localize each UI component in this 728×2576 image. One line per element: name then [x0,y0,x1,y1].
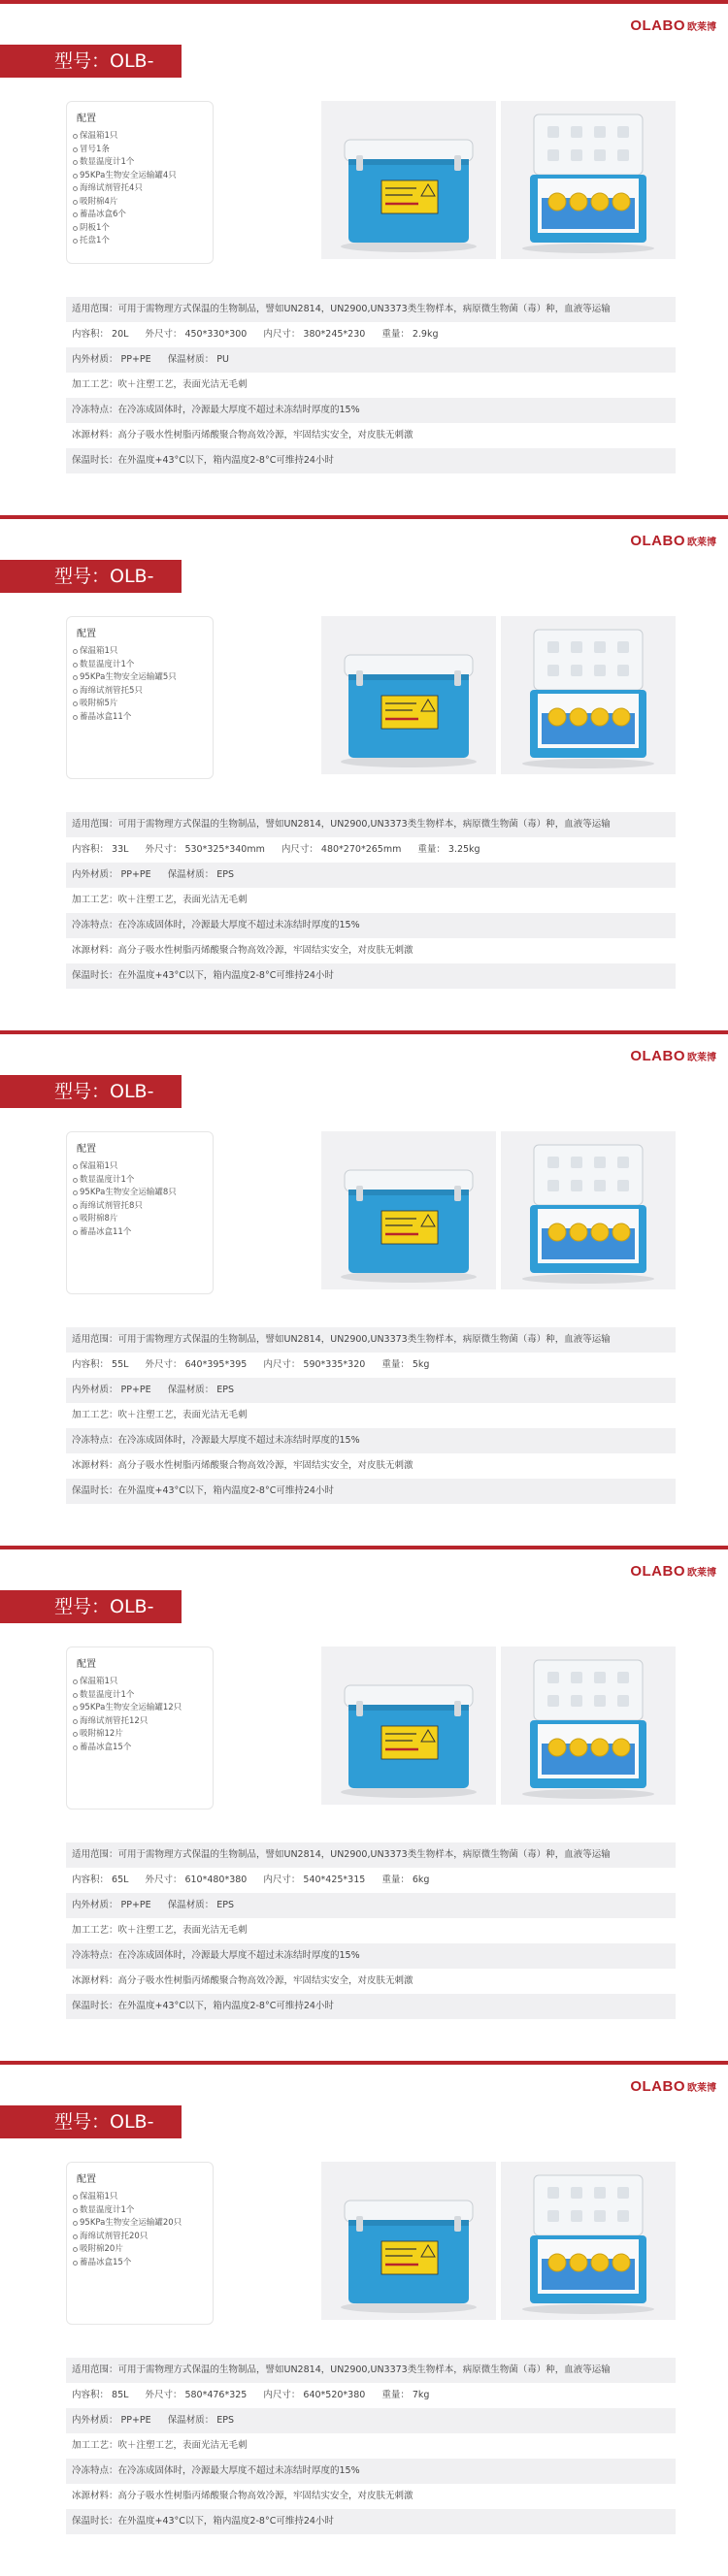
spec-ice: 冰源材料：高分子吸水性树脂丙烯酸聚合物高效冷源，牢固结实安全，对皮肤无刺激 [72,1975,414,1986]
logo-text: OLABO [630,1563,685,1580]
spec-process: 加工工艺：吹＋注塑工艺，表面光洁无毛刺 [72,2440,248,2451]
config-panel [66,2162,214,2325]
spec-time: 保温时长：在外温度+43°C以下，箱内温度2-8°C可维持24小时 [72,455,334,466]
config-item [73,2257,207,2270]
spec-outer: 外尺寸： 450*330*300 [145,329,248,340]
spec-scope: 适用范围：可用于需物理方式保温的生物制品，譬如UN2814，UN2900,UN3373类生物样本，病原微生物菌（毒）种，血液等运输 [72,304,611,314]
config-item [73,1742,207,1755]
config-panel [66,1131,214,1294]
product-photo-open [501,101,676,259]
config-item-label: 阴板1个 [80,222,110,233]
config-item [73,1702,207,1715]
spec-ice: 冰源材料：高分子吸水性树脂丙烯酸聚合物高效冷源，牢固结实安全，对皮肤无刺激 [72,945,414,956]
spec-row-ice [66,938,676,963]
spec-cold: 冷冻特点：在冷冻成固体时，冷源最大厚度不超过未冻结时厚度的15% [72,1435,360,1446]
spec-row-cold [66,913,676,938]
spec-row-scope [66,812,676,837]
spec-row-process [66,2433,676,2459]
config-list [73,645,207,724]
spec-row-dimensions [66,837,676,863]
config-item-label: 蓄晶冰盒15个 [80,1742,132,1752]
product-photo-open [501,616,676,774]
config-item-label: 吸附棉20片 [80,2244,123,2254]
config-list [73,130,207,248]
bullet-icon [73,1190,78,1195]
spec-table [66,297,676,473]
spec-row-time [66,1994,676,2019]
brand-logo [630,2078,716,2095]
config-item [73,1160,207,1174]
product-section [0,1030,728,1546]
cooler-closed-illustration [321,101,496,259]
product-photo-open [501,1131,676,1289]
config-item-label: 95KPa生物安全运输罐20只 [80,2218,182,2228]
config-item-label: 蓄晶冰盒11个 [80,1226,132,1237]
spec-volume: 内容积： 85L [72,2390,129,2400]
config-item [73,130,207,144]
section-divider [0,2061,728,2065]
bullet-icon [73,701,78,706]
spec-weight: 重量： 5kg [381,1359,430,1370]
spec-ice: 冰源材料：高分子吸水性树脂丙烯酸聚合物高效冷源，牢固结实安全，对皮肤无刺激 [72,1460,414,1471]
bullet-icon [73,160,78,165]
spec-weight: 重量： 2.9kg [381,329,439,340]
config-item-label: 95KPa生物安全运输罐8只 [80,1188,177,1197]
bullet-icon [73,2234,78,2239]
section-divider [0,515,728,519]
config-item [73,144,207,157]
bullet-icon [73,200,78,205]
config-item [73,1174,207,1188]
bullet-icon [73,1706,78,1711]
section-divider [0,1546,728,1549]
spec-process: 加工工艺：吹＋注塑工艺，表面光洁无毛刺 [72,1925,248,1936]
brand-logo [630,17,716,34]
bullet-icon [73,689,78,694]
config-item [73,671,207,685]
spec-ice: 冰源材料：高分子吸水性树脂丙烯酸聚合物高效冷源，牢固结实安全，对皮肤无刺激 [72,430,414,440]
config-item-label: 蓄晶冰盒6个 [80,210,126,219]
spec-inner: 内尺寸： 380*245*230 [263,329,366,340]
logo-cn: 欧莱博 [687,1568,716,1579]
spec-row-material [66,1378,676,1403]
logo-cn: 欧莱博 [687,2083,716,2094]
config-list [73,2191,207,2269]
config-item-label: 保温箱1只 [80,1161,118,1171]
config-item-label: 保温箱1只 [80,131,118,141]
spec-row-time [66,2509,676,2534]
bullet-icon [73,186,78,191]
model-title: 型号：OLB-L33 [0,560,182,593]
cooler-open-illustration [501,2162,676,2320]
model-title: 型号：OLB-L85 [0,2105,182,2138]
config-item [73,156,207,170]
spec-row-process [66,888,676,913]
bullet-icon [73,226,78,231]
spec-row-dimensions [66,1868,676,1893]
spec-cold: 冷冻特点：在冷冻成固体时，冷源最大厚度不超过未冻结时厚度的15% [72,920,360,930]
spec-row-material [66,347,676,373]
bullet-icon [73,663,78,668]
logo-cn: 欧莱博 [687,22,716,33]
spec-row-time [66,963,676,989]
bullet-icon [73,134,78,139]
spec-cold: 冷冻特点：在冷冻成固体时，冷源最大厚度不超过未冻结时厚度的15% [72,405,360,415]
config-list [73,1676,207,1754]
config-item-label: 蓄晶冰盒11个 [80,711,132,722]
bullet-icon [73,239,78,244]
spec-time: 保温时长：在外温度+43°C以下，箱内温度2-8°C可维持24小时 [72,1485,334,1496]
spec-outer: 外尺寸： 610*480*380 [145,1875,248,1885]
bullet-icon [73,174,78,179]
spec-material: 内外材质： PP+PE [72,2415,151,2426]
spec-inner: 内尺寸： 480*270*265mm [281,844,402,855]
spec-volume: 内容积： 33L [72,844,129,855]
bullet-icon [73,675,78,680]
config-item-label: 海绵试剂管托20只 [80,2231,149,2241]
spec-inner: 内尺寸： 640*520*380 [263,2390,366,2400]
config-item [73,1226,207,1240]
spec-process: 加工工艺：吹＋注塑工艺，表面光洁无毛刺 [72,379,248,390]
logo-cn: 欧莱博 [687,538,716,548]
config-item [73,1728,207,1742]
bullet-icon [73,649,78,654]
spec-row-material [66,863,676,888]
config-title: 配置 [77,1659,96,1670]
config-item [73,182,207,196]
cooler-open-illustration [501,616,676,774]
cooler-open-illustration [501,101,676,259]
config-item-label: 吸附棉4片 [80,196,118,207]
config-item [73,2243,207,2257]
config-item [73,685,207,699]
config-item-label: 蓄晶冰盒15个 [80,2257,132,2267]
spec-row-time [66,448,676,473]
cooler-open-illustration [501,1131,676,1289]
spec-volume: 内容积： 20L [72,329,129,340]
config-item [73,1213,207,1226]
spec-row-scope [66,2358,676,2383]
config-item-label: 95KPa生物安全运输罐4只 [80,170,177,180]
spec-inner: 内尺寸： 590*335*320 [263,1359,366,1370]
config-item [73,1676,207,1689]
config-title: 配置 [77,114,96,124]
config-item-label: 保温箱1只 [80,646,118,656]
spec-cold: 冷冻特点：在冷冻成固体时，冷源最大厚度不超过未冻结时厚度的15% [72,1950,360,1961]
spec-row-material [66,1893,676,1918]
bullet-icon [73,1178,78,1183]
spec-time: 保温时长：在外温度+43°C以下，箱内温度2-8°C可维持24小时 [72,2001,334,2011]
config-item [73,222,207,236]
config-item-label: 冒号1条 [80,144,110,154]
config-panel [66,616,214,779]
spec-scope: 适用范围：可用于需物理方式保温的生物制品，譬如UN2814，UN2900,UN3373类生物样本，病原微生物菌（毒）种，血液等运输 [72,1849,611,1860]
model-title: 型号：OLB-L20 [0,45,182,78]
config-item [73,235,207,248]
spec-ice: 冰源材料：高分子吸水性树脂丙烯酸聚合物高效冷源，牢固结实安全，对皮肤无刺激 [72,2491,414,2501]
config-item [73,645,207,659]
cooler-closed-illustration [321,1131,496,1289]
logo-text: OLABO [630,17,685,34]
logo-text: OLABO [630,533,685,549]
config-item [73,2217,207,2231]
spec-outer: 外尺寸： 530*325*340mm [145,844,265,855]
config-item [73,1200,207,1214]
config-panel [66,101,214,264]
spec-weight: 重量： 7kg [381,2390,430,2400]
spec-time: 保温时长：在外温度+43°C以下，箱内温度2-8°C可维持24小时 [72,2516,334,2527]
product-photo-closed [321,2162,496,2320]
spec-row-process [66,373,676,398]
config-item [73,1187,207,1200]
config-item [73,2191,207,2204]
spec-row-material [66,2408,676,2433]
config-item-label: 海绵试剂管托12只 [80,1715,149,1726]
config-item [73,698,207,711]
brand-logo [630,1563,716,1580]
config-item-label: 海绵试剂管托8只 [80,1200,143,1211]
config-item-label: 海绵试剂管托4只 [80,183,143,193]
bullet-icon [73,2195,78,2200]
spec-time: 保温时长：在外温度+43°C以下，箱内温度2-8°C可维持24小时 [72,970,334,981]
config-item-label: 95KPa生物安全运输罐12只 [80,1703,182,1712]
spec-table [66,2358,676,2534]
spec-cold: 冷冻特点：在冷冻成固体时，冷源最大厚度不超过未冻结时厚度的15% [72,2465,360,2476]
config-item [73,209,207,222]
spec-table [66,812,676,989]
config-item-label: 吸附棉8片 [80,1214,118,1223]
config-item-label: 吸附棉5片 [80,699,118,708]
config-title: 配置 [77,1144,96,1155]
spec-material: 内外材质： PP+PE [72,869,151,880]
section-divider [0,0,728,4]
config-item-label: 海绵试剂管托5只 [80,685,143,696]
product-photo-open [501,2162,676,2320]
spec-insulation: 保温材质： EPS [167,1385,234,1395]
brand-logo [630,533,716,549]
config-item-label: 数显温度计1个 [80,1689,135,1700]
config-item-label: 保温箱1只 [80,2192,118,2201]
config-title: 配置 [77,629,96,639]
spec-row-scope [66,297,676,322]
bullet-icon [73,212,78,217]
spec-scope: 适用范围：可用于需物理方式保温的生物制品，譬如UN2814，UN2900,UN3373类生物样本，病原微生物菌（毒）种，血液等运输 [72,2364,611,2375]
product-photo-closed [321,1647,496,1805]
cooler-closed-illustration [321,2162,496,2320]
spec-process: 加工工艺：吹＋注塑工艺，表面光洁无毛刺 [72,895,248,905]
spec-row-dimensions [66,322,676,347]
config-item-label: 保温箱1只 [80,1677,118,1686]
config-item [73,2204,207,2218]
config-item-label: 托盘1个 [80,236,110,245]
config-item [73,2231,207,2244]
cooler-closed-illustration [321,1647,496,1805]
spec-process: 加工工艺：吹＋注塑工艺，表面光洁无毛刺 [72,1410,248,1420]
product-section [0,1546,728,2061]
spec-row-scope [66,1842,676,1868]
bullet-icon [73,2221,78,2226]
config-item-label: 数显温度计1个 [80,2204,135,2215]
config-item [73,1715,207,1729]
model-title: 型号：OLB-L65 [0,1590,182,1623]
spec-row-ice [66,1453,676,1479]
spec-row-ice [66,2484,676,2509]
config-item-label: 吸附棉12片 [80,1729,123,1739]
bullet-icon [73,715,78,720]
spec-outer: 外尺寸： 640*395*395 [145,1359,248,1370]
bullet-icon [73,1164,78,1169]
bullet-icon [73,2208,78,2213]
spec-row-process [66,1403,676,1428]
logo-text: OLABO [630,1048,685,1064]
product-section [0,515,728,1030]
spec-insulation: 保温材质： PU [167,354,229,365]
bullet-icon [73,1217,78,1222]
spec-scope: 适用范围：可用于需物理方式保温的生物制品，譬如UN2814，UN2900,UN3373类生物样本，病原微生物菌（毒）种，血液等运输 [72,1334,611,1345]
config-item-label: 95KPa生物安全运输罐5只 [80,672,177,682]
bullet-icon [73,2247,78,2252]
product-section [0,0,728,515]
spec-row-ice [66,1969,676,1994]
config-item-label: 数显温度计1个 [80,157,135,167]
spec-row-process [66,1918,676,1943]
spec-material: 内外材质： PP+PE [72,1385,151,1395]
product-photo-closed [321,1131,496,1289]
bullet-icon [73,1693,78,1698]
spec-row-time [66,1479,676,1504]
config-title: 配置 [77,2174,96,2185]
spec-insulation: 保温材质： EPS [167,2415,234,2426]
config-item [73,196,207,210]
spec-volume: 内容积： 55L [72,1359,129,1370]
product-photo-open [501,1647,676,1805]
bullet-icon [73,1745,78,1750]
model-title: 型号：OLB-L55 [0,1075,182,1108]
config-item-label: 数显温度计1个 [80,659,135,669]
spec-row-cold [66,1943,676,1969]
spec-insulation: 保温材质： EPS [167,869,234,880]
spec-row-dimensions [66,2383,676,2408]
spec-outer: 外尺寸： 580*476*325 [145,2390,248,2400]
spec-weight: 重量： 3.25kg [417,844,480,855]
bullet-icon [73,147,78,152]
bullet-icon [73,1719,78,1724]
spec-row-ice [66,423,676,448]
spec-insulation: 保温材质： EPS [167,1900,234,1910]
spec-row-cold [66,398,676,423]
logo-text: OLABO [630,2078,685,2095]
spec-table [66,1327,676,1504]
section-divider [0,1030,728,1034]
config-item-label: 数显温度计1个 [80,1174,135,1185]
spec-volume: 内容积： 65L [72,1875,129,1885]
product-photo-closed [321,101,496,259]
config-item [73,711,207,725]
bullet-icon [73,1230,78,1235]
config-panel [66,1647,214,1810]
spec-row-dimensions [66,1353,676,1378]
config-item [73,170,207,183]
bullet-icon [73,1732,78,1737]
spec-inner: 内尺寸： 540*425*315 [263,1875,366,1885]
logo-cn: 欧莱博 [687,1053,716,1063]
cooler-open-illustration [501,1647,676,1805]
spec-table [66,1842,676,2019]
spec-scope: 适用范围：可用于需物理方式保温的生物制品，譬如UN2814，UN2900,UN3373类生物样本，病原微生物菌（毒）种，血液等运输 [72,819,611,830]
spec-row-cold [66,2459,676,2484]
bullet-icon [73,1204,78,1209]
spec-weight: 重量： 6kg [381,1875,430,1885]
spec-row-cold [66,1428,676,1453]
config-item [73,659,207,672]
bullet-icon [73,1679,78,1684]
spec-row-scope [66,1327,676,1353]
spec-material: 内外材质： PP+PE [72,1900,151,1910]
config-list [73,1160,207,1239]
product-section [0,2061,728,2576]
cooler-closed-illustration [321,616,496,774]
brand-logo [630,1048,716,1064]
bullet-icon [73,2261,78,2266]
spec-material: 内外材质： PP+PE [72,354,151,365]
config-item [73,1689,207,1703]
product-photo-closed [321,616,496,774]
